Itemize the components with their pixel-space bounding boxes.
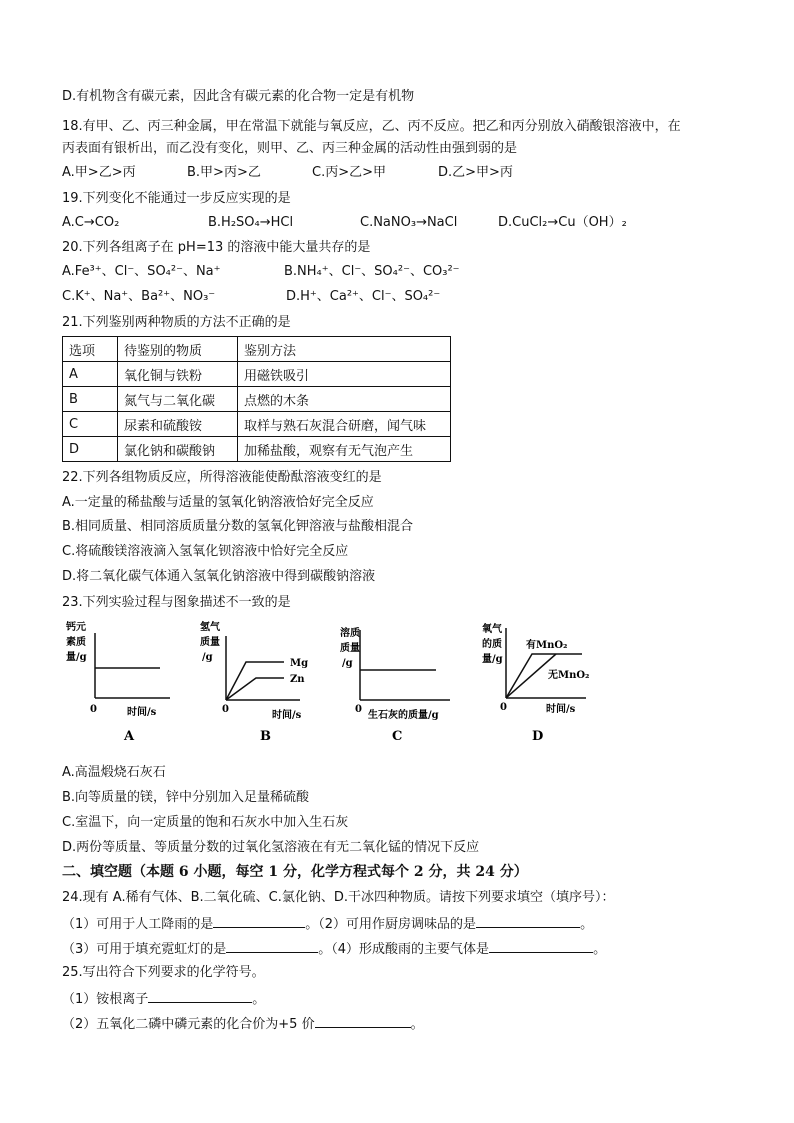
q23-option-d: D.两份等质量、等质量分数的过氧化氢溶液在有无二氧化锰的情况下反应 <box>62 840 480 855</box>
q20-option-d: D.H⁺、Ca²⁺、Cl⁻、SO₄²⁻ <box>286 289 441 304</box>
q24-answer-2-blank[interactable] <box>476 914 580 928</box>
q24-answer-3-blank[interactable] <box>226 939 318 953</box>
q23-stem: 23.下列实验过程与图象描述不一致的是 <box>62 595 291 610</box>
table-cell: B <box>63 387 118 412</box>
q20-option-c: C.K⁺、Na⁺、Ba²⁺、NO₃⁻ <box>62 289 216 304</box>
table-row <box>63 412 451 437</box>
q22-option-b: B.相同质量、相同溶质质量分数的氢氧化钾溶液与盐酸相混合 <box>62 519 414 534</box>
graph-b-series-label-mg: Mg <box>290 658 309 669</box>
q25-row-2 <box>62 1014 424 1034</box>
q18-option-b: B.甲>丙>乙 <box>187 165 261 180</box>
section-2-heading: 二、填空题（本题 6 小题，每空 1 分，化学方程式每个 2 分，共 24 分） <box>62 864 528 880</box>
graph-d-ylabel-1: 氧气 <box>482 624 502 635</box>
table-header-cell: 选项 <box>63 337 118 362</box>
graph-b-ylabel-2: 质量 <box>200 637 220 648</box>
q19-option-b: B.H₂SO₄→HCl <box>208 215 294 230</box>
table-row <box>63 437 451 462</box>
q19-option-c: C.NaNO₃→NaCl <box>360 215 458 230</box>
q25-row-2-end: 。 <box>410 1017 424 1032</box>
graph-c-ylabel-3: /g <box>342 658 353 669</box>
q18-stem-line2: 丙表面有银析出，而乙没有变化，则甲、乙、丙三种金属的活动性由强到弱的是 <box>62 141 518 156</box>
q25-row-1 <box>62 989 265 1009</box>
q25-row-1-end: 。 <box>252 992 266 1007</box>
graph-d-caption: D <box>532 729 544 744</box>
table-header-row <box>63 337 451 362</box>
graph-d-xlabel: 时间/s <box>546 704 576 715</box>
table-cell: C <box>63 412 118 437</box>
q19-option-a: A.C→CO₂ <box>62 215 120 230</box>
q23-graph-b <box>200 618 320 748</box>
graph-b-series-zn <box>226 678 284 700</box>
graph-d-ylabel-3: 量/g <box>482 654 503 665</box>
q24-answer-1-blank[interactable] <box>213 914 305 928</box>
graph-c-origin: 0 <box>355 704 362 715</box>
graph-b-xlabel: 时间/s <box>272 710 302 721</box>
graph-c-ylabel-1: 溶质 <box>340 628 360 639</box>
q22-option-a: A.一定量的稀盐酸与适量的氢氧化钠溶液恰好完全反应 <box>62 495 374 510</box>
graph-b-origin: 0 <box>222 704 229 715</box>
q24-part-1-label: （1）可用于人工降雨的是 <box>62 917 214 932</box>
table-cell: 取样与熟石灰混合研磨，闻气味 <box>238 412 451 437</box>
q18-option-a: A.甲>乙>丙 <box>62 165 136 180</box>
q24-row-2 <box>62 939 606 959</box>
q22-option-d: D.将二氧化碳气体通入氢氧化钠溶液中得到碳酸钠溶液 <box>62 569 376 584</box>
graph-d-series-label-without: 无MnO₂ <box>548 670 590 681</box>
q18-option-c: C.丙>乙>甲 <box>312 165 386 180</box>
q23-option-c: C.室温下，向一定质量的饱和石灰水中加入生石灰 <box>62 815 349 830</box>
table-header-cell: 待鉴别的物质 <box>118 337 238 362</box>
q21-table <box>62 336 451 462</box>
table-cell: 氯化钠和碳酸钠 <box>118 437 238 462</box>
table-header-cell: 鉴别方法 <box>238 337 451 362</box>
q23-graph-a <box>62 618 172 748</box>
q25-answer-2-blank[interactable] <box>315 1014 411 1028</box>
q20-option-a: A.Fe³⁺、Cl⁻、SO₄²⁻、Na⁺ <box>62 264 221 279</box>
q18-option-d: D.乙>甲>丙 <box>438 165 513 180</box>
q18-stem-line1: 18.有甲、乙、丙三种金属，甲在常温下就能与氧反应，乙、丙不反应。把乙和丙分别放入硝酸银溶液中，在 <box>62 119 681 134</box>
table-cell: 点燃的木条 <box>238 387 451 412</box>
table-cell: 尿素和硫酸铵 <box>118 412 238 437</box>
graph-b-ylabel-1: 氢气 <box>200 622 220 633</box>
q23-graph-d <box>482 618 612 748</box>
table-cell: D <box>63 437 118 462</box>
graph-c-caption: C <box>392 729 403 744</box>
q19-stem: 19.下列变化不能通过一步反应实现的是 <box>62 191 291 206</box>
graph-a-ylabel-1: 钙元 <box>66 622 86 633</box>
q24-part-3-label: （3）可用于填充霓虹灯的是 <box>62 942 227 957</box>
graph-d-ylabel-2: 的质 <box>482 639 502 650</box>
q23-graph-c <box>338 618 478 748</box>
q22-option-c: C.将硫酸镁溶液滴入氢氧化钡溶液中恰好完全反应 <box>62 544 349 559</box>
table-row <box>63 362 451 387</box>
graph-d-series-label-with: 有MnO₂ <box>526 640 568 651</box>
graph-a-origin: 0 <box>90 704 97 715</box>
graph-d-origin: 0 <box>500 702 507 713</box>
q24-part-2-label: 。（2）可用作厨房调味品的是 <box>305 917 477 932</box>
graph-c-xlabel: 生石灰的质量/g <box>368 710 439 721</box>
q24-row-1 <box>62 914 593 934</box>
graph-a-ylabel-3: 量/g <box>66 652 87 663</box>
q24-answer-4-blank[interactable] <box>489 939 593 953</box>
q20-option-b: B.NH₄⁺、Cl⁻、SO₄²⁻、CO₃²⁻ <box>284 264 460 279</box>
q24-part-4-label: 。（4）形成酸雨的主要气体是 <box>318 942 490 957</box>
q24-row-1-end: 。 <box>580 917 594 932</box>
q25-part-1-label: （1）铵根离子 <box>62 992 149 1007</box>
q25-part-2-label: （2）五氧化二磷中磷元素的化合价为+5 价 <box>62 1017 315 1032</box>
graph-a-caption: A <box>124 729 135 744</box>
q24-stem: 24.现有 A.稀有气体、B.二氧化硫、C.氯化钠、D.干冰四种物质。请按下列要求填空（填序号）： <box>62 890 615 905</box>
q19-option-d: D.CuCl₂→Cu（OH）₂ <box>498 215 627 230</box>
graph-c-ylabel-2: 质量 <box>340 643 360 654</box>
q22-stem: 22.下列各组物质反应，所得溶液能使酚酞溶液变红的是 <box>62 470 382 485</box>
table-cell: 用磁铁吸引 <box>238 362 451 387</box>
q24-row-2-end: 。 <box>593 942 607 957</box>
graph-b-caption: B <box>260 729 271 744</box>
table-cell: 加稀盐酸，观察有无气泡产生 <box>238 437 451 462</box>
q25-stem: 25.写出符合下列要求的化学符号。 <box>62 965 265 980</box>
q20-stem: 20.下列各组离子在 pH=13 的溶液中能大量共存的是 <box>62 240 371 255</box>
graph-b-ylabel-3: /g <box>202 652 213 663</box>
table-cell: 氧化铜与铁粉 <box>118 362 238 387</box>
q23-option-a: A.高温煅烧石灰石 <box>62 765 166 780</box>
graph-b-series-label-zn: Zn <box>290 674 305 685</box>
q21-stem: 21.下列鉴别两种物质的方法不正确的是 <box>62 315 291 330</box>
q17-option-d: D.有机物含有碳元素，因此含有碳元素的化合物一定是有机物 <box>62 89 415 104</box>
graph-a-xlabel: 时间/s <box>127 707 157 718</box>
graph-a-ylabel-2: 素质 <box>66 637 86 648</box>
table-cell: 氮气与二氧化碳 <box>118 387 238 412</box>
table-cell: A <box>63 362 118 387</box>
q23-option-b: B.向等质量的镁，锌中分别加入足量稀硫酸 <box>62 790 310 805</box>
table-row <box>63 387 451 412</box>
q25-answer-1-blank[interactable] <box>148 989 252 1003</box>
